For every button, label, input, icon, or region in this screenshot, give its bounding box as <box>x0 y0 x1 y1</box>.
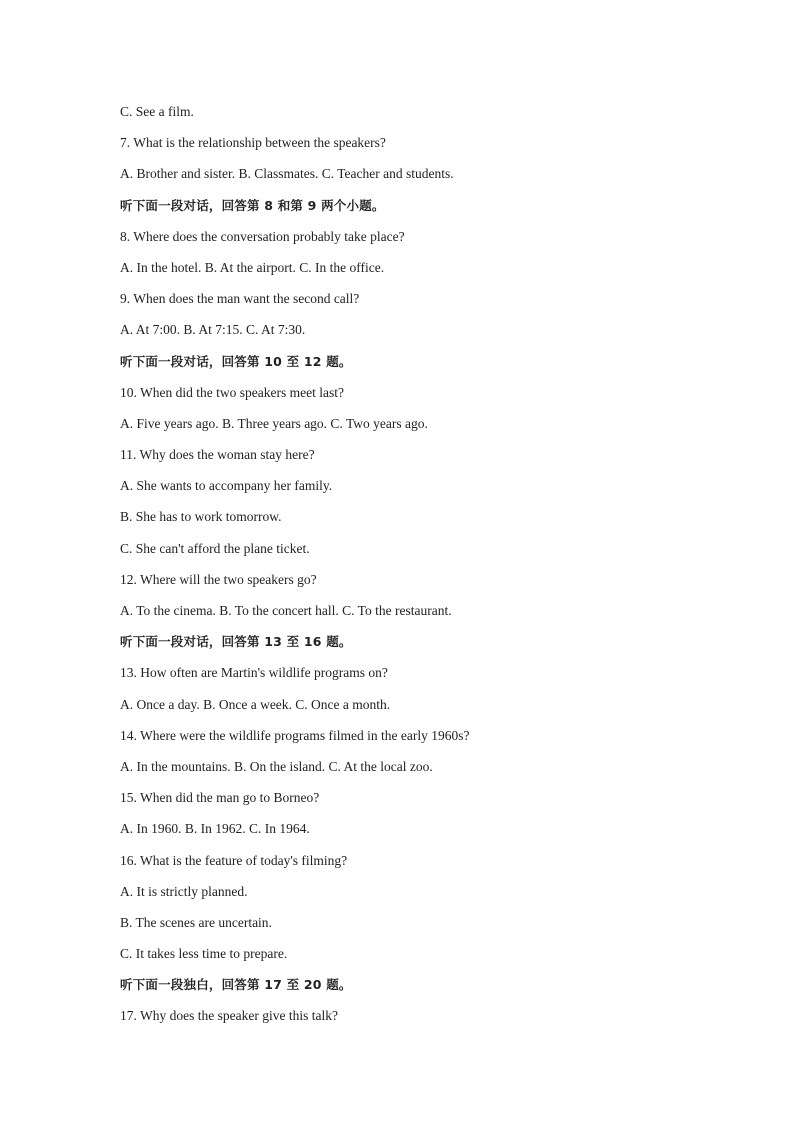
document-body <box>120 102 740 1038</box>
answer-option: A. Once a day. B. Once a week. C. Once a month. <box>120 696 391 712</box>
question-text: 10. When did the two speakers meet last? <box>120 384 344 400</box>
answer-option: C. It takes less time to prepare. <box>120 946 288 962</box>
answer-option: A. To the cinema. B. To the concert hall. C. To the restaurant. <box>120 603 452 618</box>
question-text: 8. Where does the conversation probably take place? <box>120 228 405 244</box>
section-instruction: 听下面一段对话，回答第 10 至 12 题。 <box>120 353 352 369</box>
question-text: 13. How often are Martin's wildlife programs on? <box>120 665 388 681</box>
question-text: 16. What is the feature of today's filming? <box>120 852 348 868</box>
question-text: 12. Where will the two speakers go? <box>120 571 317 587</box>
answer-option: A. At 7:00. B. At 7:15. C. At 7:30. <box>120 322 306 338</box>
section-instruction: 听下面一段对话，回答第 13 至 16 题。 <box>120 634 352 650</box>
answer-option: A. In the hotel. B. At the airport. C. In the office. <box>120 259 385 275</box>
section-instruction: 听下面一段对话，回答第 8 和第 9 两个小题。 <box>120 197 385 213</box>
answer-option: A. Brother and sister. B. Classmates. C. Teacher and students. <box>120 166 454 182</box>
answer-option: C. See a film. <box>120 104 194 119</box>
answer-option: B. The scenes are uncertain. <box>120 914 272 930</box>
answer-option: B. She has to work tomorrow. <box>120 509 282 525</box>
question-text: 11. Why does the woman stay here? <box>120 447 315 463</box>
answer-option: A. In 1960. B. In 1962. C. In 1964. <box>120 821 310 837</box>
section-instruction: 听下面一段独白，回答第 17 至 20 题。 <box>120 977 352 993</box>
question-text: 9. When does the man want the second call? <box>120 291 360 307</box>
answer-option: A. It is strictly planned. <box>120 883 248 899</box>
answer-option: A. Five years ago. B. Three years ago. C. Two years ago. <box>120 415 428 431</box>
answer-option: A. In the mountains. B. On the island. C. At the local zoo. <box>120 758 433 774</box>
answer-option: A. She wants to accompany her family. <box>120 478 333 494</box>
question-text: 17. Why does the speaker give this talk? <box>120 1008 338 1024</box>
question-text: 15. When did the man go to Borneo? <box>120 790 320 806</box>
answer-option: C. She can't afford the plane ticket. <box>120 540 310 556</box>
question-text: 14. Where were the wildlife programs filmed in the early 1960s? <box>120 727 470 743</box>
question-text: 7. What is the relationship between the speakers? <box>120 135 386 151</box>
